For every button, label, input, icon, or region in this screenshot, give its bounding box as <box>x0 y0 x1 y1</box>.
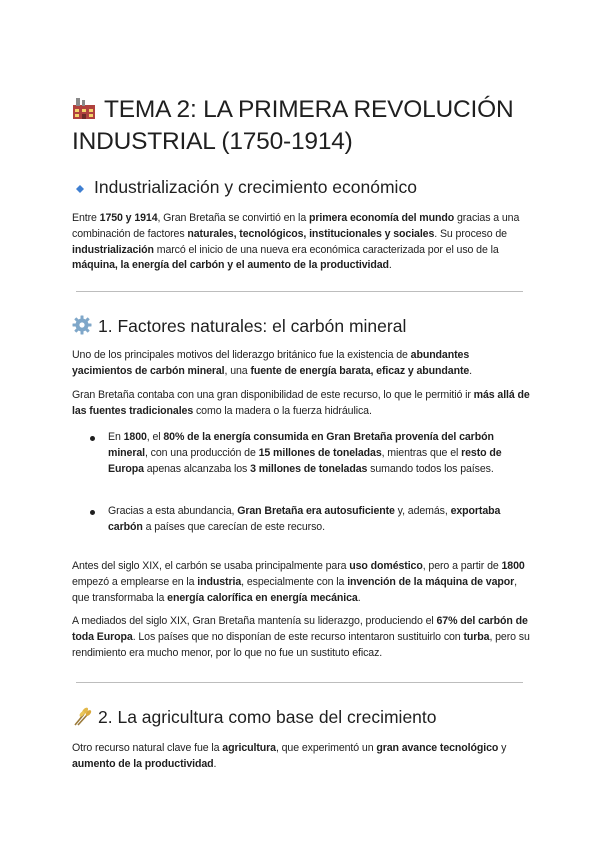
text-run: Gracias a esta abundancia, <box>108 505 238 517</box>
text-run: Antes del siglo XIX, el carbón se usaba principalmente para <box>72 560 350 572</box>
bold-text: naturales, tecnológicos, institucionales y sociales <box>187 227 435 240</box>
section-heading-agricultura <box>72 706 437 728</box>
text-run: , el <box>146 431 164 443</box>
bold-text: máquina, la energía del carbón y el aumento de la productividad <box>72 259 389 272</box>
list-item <box>108 504 530 536</box>
section-heading-factores-naturales <box>72 315 406 337</box>
text-run: . <box>357 591 361 604</box>
bold-text: agricultura <box>222 742 276 754</box>
bold-text: gran avance tecnológico <box>376 742 499 754</box>
text-run: marcó el inicio de una nueva era económica caracterizada por el uso de la <box>153 243 499 256</box>
paragraph <box>72 614 530 661</box>
bold-text: 1800 <box>123 431 147 443</box>
section-heading-text: Industrialización y crecimiento económico <box>94 177 417 197</box>
bold-text: 67% del carbón de toda Europa <box>72 615 528 643</box>
bold-text: Gran Bretaña era autosuficiente <box>237 505 395 517</box>
paragraph <box>72 348 530 380</box>
text-run: , pero su rendimiento era mucho menor, por lo que no fue un sustituto eficaz. <box>72 630 530 659</box>
text-run: a países que carecían de este recurso. <box>142 520 325 533</box>
sheaf-of-rice-icon <box>72 706 92 726</box>
bold-text: industria <box>197 575 242 588</box>
paragraph <box>72 211 530 274</box>
text-run: , una <box>224 364 251 377</box>
text-run: . Los países que no disponían de este recurso intentaron sustituirlo con <box>132 630 464 643</box>
paragraph <box>72 559 530 606</box>
list-item <box>108 430 530 477</box>
text-run: sumando todos los países. <box>367 462 494 475</box>
paragraph <box>72 741 530 773</box>
gear-icon <box>72 315 92 335</box>
text-run: En <box>108 431 124 443</box>
bullet-marker <box>90 510 95 515</box>
section-heading-industrializacion <box>72 176 417 198</box>
bold-text: 1800 <box>501 560 525 572</box>
text-run: , especialmente con la <box>241 575 348 588</box>
text-run: como la madera o la fuerza hidráulica. <box>193 404 372 417</box>
bold-text: 15 millones de toneladas <box>258 446 382 459</box>
text-run: . <box>469 364 473 377</box>
text-run: Uno de los principales motivos del liderazgo británico fue la existencia de <box>72 349 411 361</box>
bold-text: fuente de energía barata, eficaz y abundante <box>250 364 470 377</box>
page-title <box>72 94 542 158</box>
text-run: A mediados del siglo XIX, Gran Bretaña mantenía su liderazgo, produciendo el <box>72 615 437 627</box>
blue-diamond-icon <box>72 182 88 196</box>
text-run: . <box>388 259 392 272</box>
bold-text: exportaba carbón <box>108 505 501 533</box>
bold-text: más allá de las fuentes tradicionales <box>72 389 530 417</box>
text-run: Otro recurso natural clave fue la <box>72 742 223 754</box>
text-run: y <box>498 742 507 754</box>
text-run: Entre <box>72 212 100 224</box>
bullet-marker <box>90 436 95 441</box>
text-run: , que transformaba la <box>72 575 517 604</box>
bold-text: 80% de la energía consumida en Gran Bretaña provenía del carbón mineral <box>108 431 494 459</box>
divider <box>76 291 523 292</box>
text-run: , mientras que el <box>381 446 462 459</box>
bold-text: 1750 y 1914 <box>99 212 158 224</box>
bold-text: uso doméstico <box>349 560 423 572</box>
bold-text: industrialización <box>72 243 154 256</box>
title-text: TEMA 2: LA PRIMERA REVOLUCIÓN INDUSTRIAL (1750-1914) <box>72 96 514 155</box>
bold-text: resto de Europa <box>108 446 502 475</box>
factory-icon <box>72 97 96 119</box>
text-run: , que experimentó un <box>275 742 377 754</box>
text-run: , pero a partir de <box>422 560 502 572</box>
text-run: . <box>213 757 217 770</box>
bold-text: invención de la máquina de vapor <box>347 575 515 588</box>
bold-text: turba <box>463 630 490 643</box>
text-run: Gran Bretaña contaba con una gran disponibilidad de este recurso, lo que le permitió ir <box>72 389 474 401</box>
text-run: y, además, <box>394 505 451 517</box>
bold-text: energía calorífica en energía mecánica <box>167 591 358 604</box>
bold-text: 3 millones de toneladas <box>250 462 368 475</box>
bold-text: abundantes yacimientos de carbón mineral <box>72 349 470 377</box>
section-heading-text: 2. La agricultura como base del crecimiento <box>98 707 437 727</box>
text-run: apenas alcanzaba los <box>143 462 251 475</box>
text-run: , con una producción de <box>144 446 259 459</box>
paragraph <box>72 388 530 420</box>
section-heading-text: 1. Factores naturales: el carbón mineral <box>98 316 407 336</box>
text-run: gracias a una combinación de factores <box>72 212 520 240</box>
bold-text: primera economía del mundo <box>308 212 455 224</box>
divider <box>76 682 523 683</box>
text-run: empezó a emplearse en la <box>72 575 198 588</box>
text-run: , Gran Bretaña se convirtió en la <box>157 212 309 224</box>
text-run: . Su proceso de <box>434 227 507 240</box>
bold-text: aumento de la productividad <box>72 757 214 770</box>
